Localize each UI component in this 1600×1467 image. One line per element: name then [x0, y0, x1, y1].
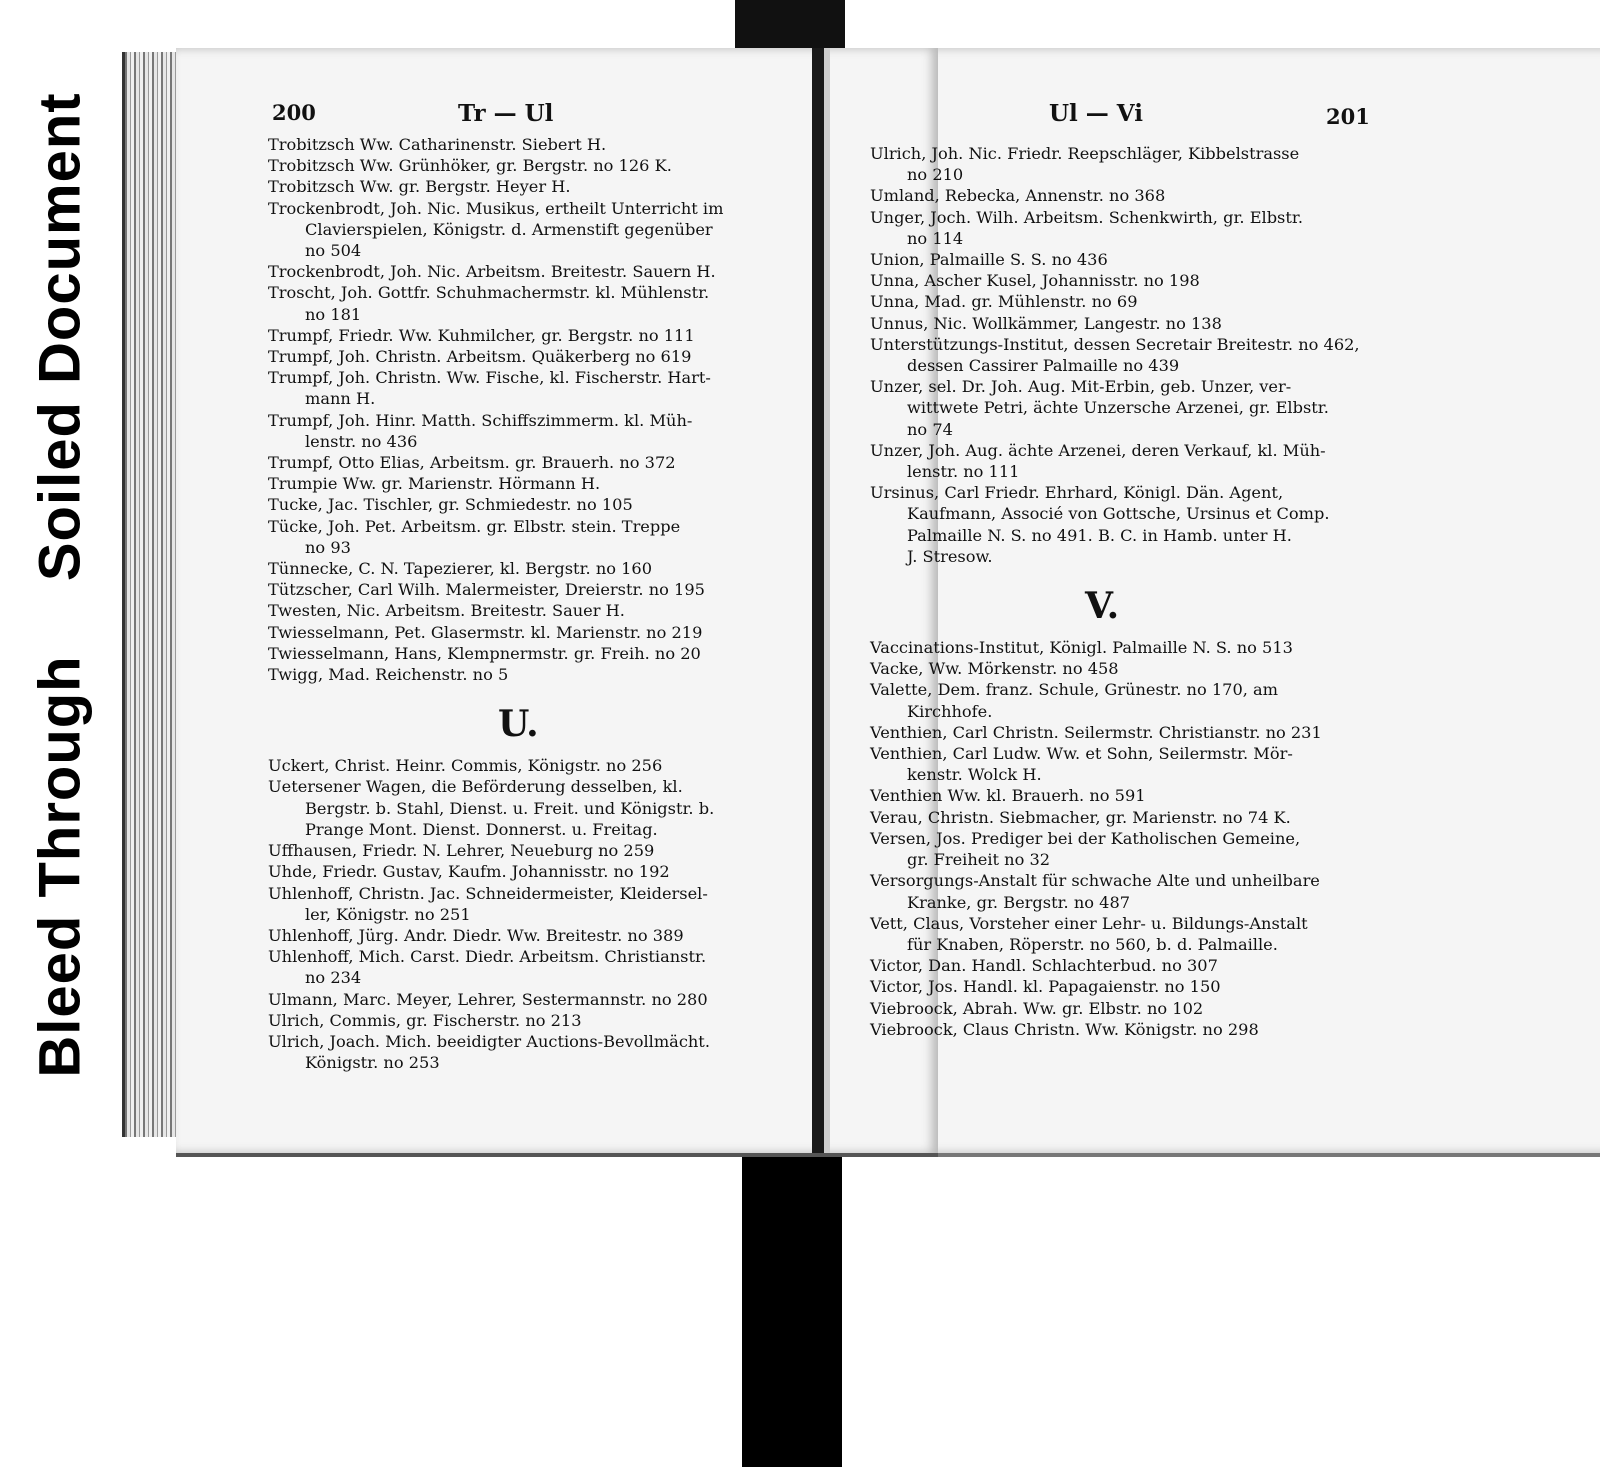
directory-entry [268, 600, 790, 621]
entry-continuation: J. Stresow. [907, 546, 993, 566]
entry-line: Union, Palmaille S. S. no 436 [870, 250, 1108, 270]
left-running-head: Tr — Ul [458, 100, 554, 127]
entry-line: Umland, Rebecka, Annenstr. no 368 [870, 186, 1166, 206]
entry-line: Trumpf, Friedr. Ww. Kuhmilcher, gr. Bergstr. no 111 [268, 325, 695, 345]
entry-line: Trumpf, Joh. Christn. Arbeitsm. Quäkerberg no 619 [268, 347, 692, 367]
entry-continuation: lenstr. no 436 [305, 431, 418, 451]
directory-entry [870, 249, 1380, 270]
entry-line: Uffhausen, Friedr. N. Lehrer, Neueburg no 259 [268, 841, 655, 861]
entry-line: Victor, Jos. Handl. kl. Papagaienstr. no 150 [870, 977, 1221, 997]
target-label-part1: Bleed Through [27, 655, 93, 1078]
entry-line: Trobitzsch Ww. Grünhöker, gr. Bergstr. no 126 K. [268, 156, 672, 176]
directory-entry [268, 198, 790, 262]
entry-line: Unterstützungs-Institut, dessen Secretair Breitestr. no 462, [870, 334, 1360, 354]
directory-entry [268, 367, 790, 409]
entry-line: Venthien Ww. kl. Brauerh. no 591 [870, 786, 1146, 806]
entry-line: Vacke, Ww. Mörkenstr. no 458 [870, 659, 1119, 679]
entry-line: Tucke, Jac. Tischler, gr. Schmiedestr. no 105 [268, 495, 633, 515]
entry-continuation: no 210 [907, 165, 964, 185]
entry-line: Ulrich, Joh. Nic. Friedr. Reepschläger, Kibbelstrasse [870, 144, 1300, 163]
directory-entry [268, 622, 790, 643]
target-label-text [27, 92, 94, 1077]
directory-entry [268, 579, 790, 600]
entry-line: Unzer, sel. Dr. Joh. Aug. Mit-Erbin, geb. Unzer, ver- [870, 377, 1292, 397]
directory-entry [268, 516, 790, 558]
entry-line: Uhlenhoff, Christn. Jac. Schneidermeister, Kleidersel- [268, 883, 708, 903]
directory-entry [268, 473, 790, 494]
directory-entry [870, 955, 1380, 976]
entry-continuation: no 114 [907, 228, 964, 248]
entry-line: Unnus, Nic. Wollkämmer, Langestr. no 138 [870, 313, 1222, 333]
entry-continuation: no 234 [305, 968, 362, 988]
entry-line: Trumpie Ww. gr. Marienstr. Hörmann H. [268, 474, 601, 494]
directory-entry [268, 494, 790, 515]
entry-line: Vaccinations-Institut, Königl. Palmaille N. S. no 513 [870, 638, 1293, 658]
entry-line: Trumpf, Joh. Hinr. Matth. Schiffszimmerm. kl. Müh- [268, 410, 693, 430]
entry-line: Twiesselmann, Hans, Klempnermstr. gr. Freih. no 20 [268, 643, 701, 663]
entry-continuation: für Knaben, Röperstr. no 560, b. d. Palmaille. [907, 934, 1278, 954]
directory-entry [268, 452, 790, 473]
entry-line: Unna, Ascher Kusel, Johannisstr. no 198 [870, 271, 1200, 291]
entry-line: Trockenbrodt, Joh. Nic. Arbeitsm. Breitestr. Sauern H. [268, 262, 716, 282]
directory-entry [870, 143, 1380, 185]
directory-entry [870, 658, 1380, 679]
directory-entry [268, 925, 790, 946]
entry-continuation: Königstr. no 253 [305, 1053, 440, 1073]
directory-entry [268, 840, 790, 861]
directory-entry [870, 376, 1380, 440]
entry-continuation: no 93 [305, 537, 351, 557]
directory-entry [870, 828, 1380, 870]
directory-entry [268, 410, 790, 452]
entry-line: Versen, Jos. Prediger bei der Katholischen Gemeine, [870, 828, 1301, 848]
entry-continuation: Clavierspielen, Königstr. d. Armenstift gegenüber [305, 219, 713, 239]
entry-line: Venthien, Carl Christn. Seilermstr. Christianstr. no 231 [870, 722, 1322, 742]
entry-continuation: kenstr. Wolck H. [907, 765, 1042, 785]
entry-continuation: gr. Freiheit no 32 [907, 850, 1051, 870]
spine-highlight [824, 48, 830, 1153]
entry-line: Valette, Dem. franz. Schule, Grünestr. no 170, am [870, 680, 1279, 700]
directory-entry [268, 776, 790, 840]
directory-entry [268, 261, 790, 282]
entry-line: Uhlenhoff, Jürg. Andr. Diedr. Ww. Breitestr. no 389 [268, 925, 684, 945]
spine [812, 48, 824, 1153]
directory-entry [870, 785, 1380, 806]
entry-line: Ulmann, Marc. Meyer, Lehrer, Sestermannstr. no 280 [268, 989, 708, 1009]
directory-entry [268, 346, 790, 367]
directory-entry [268, 989, 790, 1010]
binding-bottom [742, 1140, 842, 1467]
left-page-number: 200 [272, 100, 316, 125]
entry-line: Tünnecke, C. N. Tapezierer, kl. Bergstr. no 160 [268, 559, 653, 579]
entry-line: Uetersener Wagen, die Beförderung desselben, kl. [268, 777, 683, 797]
entry-line: Ursinus, Carl Friedr. Ehrhard, Königl. Dän. Agent, [870, 483, 1284, 503]
entry-line: Trobitzsch Ww. gr. Bergstr. Heyer H. [268, 177, 571, 197]
entry-line: Twesten, Nic. Arbeitsm. Breitestr. Sauer H. [268, 601, 625, 621]
directory-entry [870, 637, 1380, 658]
entry-line: Twiesselmann, Pet. Glasermstr. kl. Marienstr. no 219 [268, 622, 703, 642]
directory-entry [268, 755, 790, 776]
entry-continuation: Bergstr. b. Stahl, Dienst. u. Freit. und Königstr. b. [305, 798, 715, 818]
directory-entry [870, 743, 1380, 785]
entry-line: Versorgungs-Anstalt für schwache Alte und unheilbare [870, 871, 1320, 891]
right-page-number: 201 [1326, 104, 1370, 129]
directory-entry [870, 1019, 1380, 1040]
entry-continuation: Prange Mont. Dienst. Donnerst. u. Freitag. [305, 819, 658, 839]
entry-line: Ulrich, Commis, gr. Fischerstr. no 213 [268, 1010, 582, 1030]
directory-entry [268, 664, 790, 685]
directory-entry [268, 176, 790, 197]
directory-entry [870, 270, 1380, 291]
directory-entry [870, 291, 1380, 312]
entry-line: Trumpf, Joh. Christn. Ww. Fische, kl. Fischerstr. Hart- [268, 368, 711, 388]
directory-entry [870, 870, 1380, 912]
entry-line: Unzer, Joh. Aug. ächte Arzenei, deren Verkauf, kl. Müh- [870, 440, 1326, 460]
directory-entry [870, 679, 1380, 721]
directory-entry [870, 334, 1380, 376]
left-entries [268, 134, 790, 1073]
entry-line: Trockenbrodt, Joh. Nic. Musikus, ertheilt Unterricht im [268, 198, 724, 218]
section-letter: V. [1085, 585, 1120, 628]
entry-continuation: Kranke, gr. Bergstr. no 487 [907, 892, 1131, 912]
entry-continuation: Kirchhofe. [907, 701, 993, 721]
entry-continuation: no 504 [305, 241, 362, 261]
entry-line: Tützscher, Carl Wilh. Malermeister, Dreierstr. no 195 [268, 580, 705, 600]
entry-continuation: ler, Königstr. no 251 [305, 904, 471, 924]
entry-line: Verau, Christn. Siebmacher, gr. Marienstr. no 74 K. [870, 807, 1291, 827]
directory-entry [870, 976, 1380, 997]
entry-line: Unger, Joch. Wilh. Arbeitsm. Schenkwirth, gr. Elbstr. [870, 207, 1303, 227]
directory-entry [268, 861, 790, 882]
entry-continuation: mann H. [305, 389, 376, 409]
entry-line: Troscht, Joh. Gottfr. Schuhmachermstr. kl. Mühlenstr. [268, 283, 710, 303]
entry-line: Unna, Mad. gr. Mühlenstr. no 69 [870, 292, 1138, 312]
entry-line: Uhlenhoff, Mich. Carst. Diedr. Arbeitsm. Christianstr. [268, 947, 707, 967]
directory-entry [268, 883, 790, 925]
entry-line: Viebroock, Abrah. Ww. gr. Elbstr. no 102 [870, 998, 1204, 1018]
entry-line: Ulrich, Joach. Mich. beeidigter Auctions-Bevollmächt. [268, 1031, 710, 1051]
entry-line: Trobitzsch Ww. Catharinenstr. Siebert H. [268, 135, 607, 154]
entry-line: Uckert, Christ. Heinr. Commis, Königstr. no 256 [268, 756, 663, 776]
entry-line: Venthien, Carl Ludw. Ww. et Sohn, Seilermstr. Mör- [870, 744, 1293, 764]
directory-entry [268, 558, 790, 579]
directory-entry [870, 998, 1380, 1019]
entry-line: Victor, Dan. Handl. Schlachterbud. no 307 [870, 956, 1218, 976]
right-entries [870, 143, 1380, 1040]
directory-entry [268, 946, 790, 988]
directory-entry [870, 722, 1380, 743]
directory-entry [268, 282, 790, 324]
directory-entry [870, 313, 1380, 334]
directory-entry [870, 185, 1380, 206]
target-label-part2: Soiled Document [27, 92, 93, 582]
entry-line: Tücke, Joh. Pet. Arbeitsm. gr. Elbstr. stein. Treppe [268, 516, 681, 536]
directory-entry [268, 1031, 790, 1073]
entry-continuation: Palmaille N. S. no 491. B. C. in Hamb. unter H. [907, 525, 1292, 545]
directory-entry [268, 643, 790, 664]
entry-continuation: Kaufmann, Associé von Gottsche, Ursinus et Comp. [907, 504, 1330, 524]
target-label [26, 90, 94, 1080]
entry-line: Trumpf, Otto Elias, Arbeitsm. gr. Brauerh. no 372 [268, 453, 676, 473]
directory-entry [870, 807, 1380, 828]
entry-line: Viebroock, Claus Christn. Ww. Königstr. no 298 [870, 1019, 1259, 1039]
directory-entry [268, 325, 790, 346]
entry-line: Vett, Claus, Vorsteher einer Lehr- u. Bildungs-Anstalt [870, 913, 1308, 933]
directory-entry [870, 913, 1380, 955]
directory-entry [870, 440, 1380, 482]
entry-continuation: lenstr. no 111 [907, 462, 1020, 482]
right-running-head: Ul — Vi [1049, 100, 1143, 127]
entry-continuation: no 74 [907, 419, 953, 439]
entry-continuation: no 181 [305, 304, 362, 324]
directory-entry [268, 1010, 790, 1031]
entry-continuation: wittwete Petri, ächte Unzersche Arzenei, gr. Elbstr. [907, 398, 1329, 418]
entry-line: Twigg, Mad. Reichenstr. no 5 [268, 665, 509, 685]
entry-line: Uhde, Friedr. Gustav, Kaufm. Johannisstr. no 192 [268, 862, 670, 882]
directory-entry [870, 207, 1380, 249]
directory-entry [870, 482, 1380, 567]
section-letter: U. [498, 703, 539, 746]
directory-entry [268, 155, 790, 176]
directory-entry [268, 134, 790, 155]
entry-continuation: dessen Cassirer Palmaille no 439 [907, 356, 1180, 376]
